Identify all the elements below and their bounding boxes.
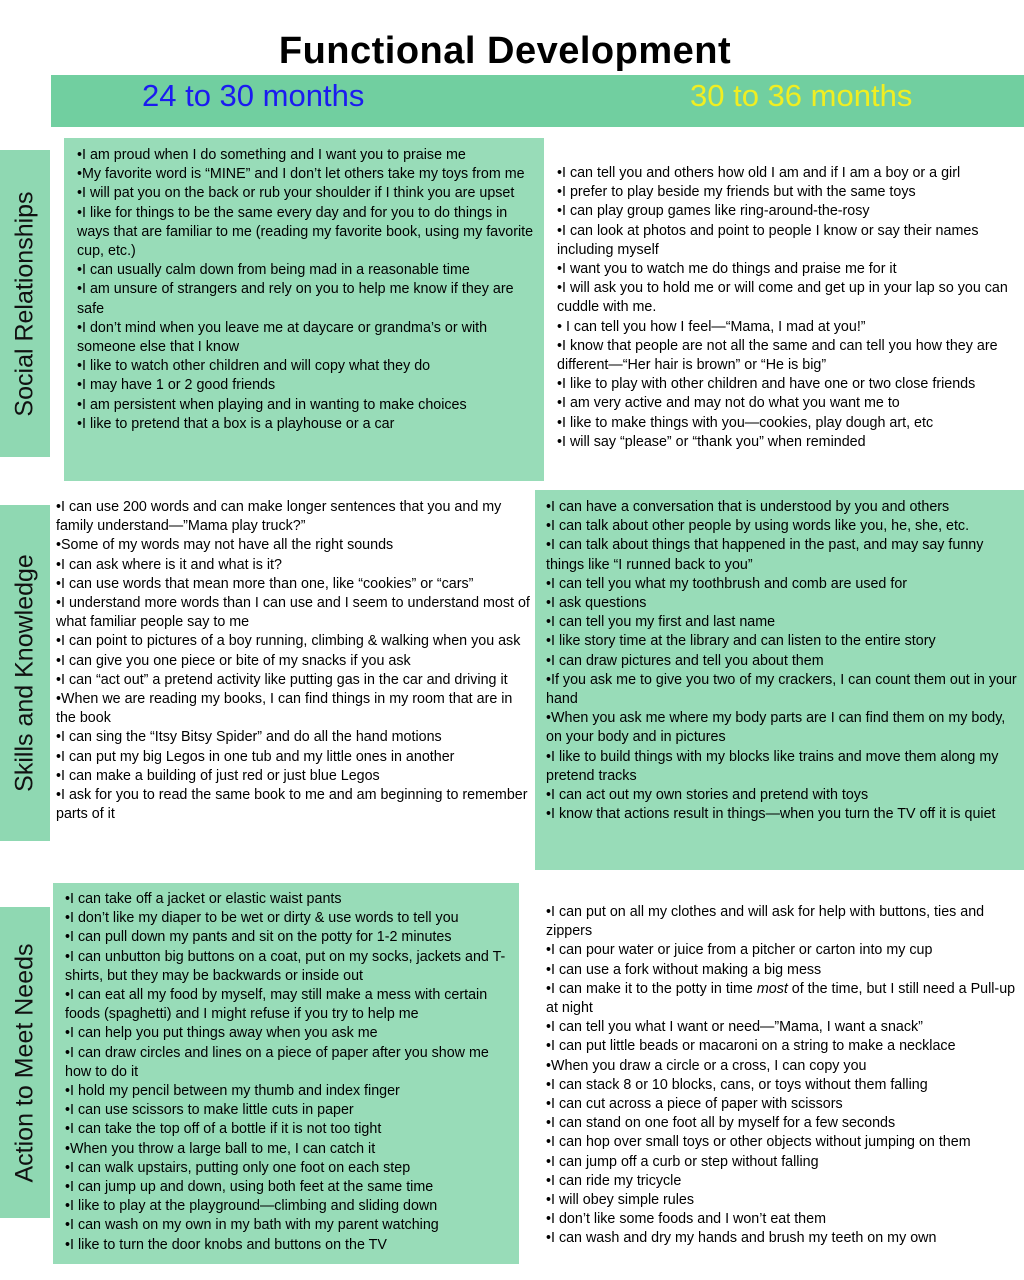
list-item: • I can sing the “Itsy Bitsy Spider” and do all the hand motions <box>56 728 535 747</box>
social-30-36-box <box>552 156 1024 476</box>
list-item: • Some of my words may not have all the right sounds <box>56 536 535 555</box>
list-item: • I can stand on one foot all by myself for a few seconds <box>546 1114 1024 1133</box>
list-item: • I like to play at the playground—climbing and sliding down <box>65 1197 515 1216</box>
list-item: • I may have 1 or 2 good friends <box>77 376 536 395</box>
list-item: • If you ask me to give you two of my crackers, I can count them out in your hand <box>546 671 1018 709</box>
list-item: • I like to make things with you—cookies, play dough art, etc <box>557 414 1022 433</box>
list-item: • I can act out my own stories and pretend with toys <box>546 786 1018 805</box>
list-item: • I prefer to play beside my friends but with the same toys <box>557 183 1022 202</box>
list-item: • I can pour water or juice from a pitcher or carton into my cup <box>546 941 1024 960</box>
side-tab-social-relationships <box>0 150 50 457</box>
list-item: • I can pull down my pants and sit on the potty for 1-2 minutes <box>65 928 515 947</box>
social-30-36-list <box>557 164 1022 452</box>
list-item: • I can wash and dry my hands and brush my teeth on my own <box>546 1229 1024 1248</box>
side-tab-label: Action to Meet Needs <box>10 942 39 1183</box>
list-item: • I like to turn the door knobs and buttons on the TV <box>65 1236 515 1255</box>
list-item: • I know that actions result in things—when you turn the TV off it is quiet <box>546 805 1018 824</box>
age-range-right: 30 to 36 months <box>690 78 913 113</box>
list-item: • I can ask where is it and what is it? <box>56 556 535 575</box>
list-item: • I can tell you and others how old I am and if I am a boy or a girl <box>557 164 1022 183</box>
list-item: • My favorite word is “MINE” and I don’t let others take my toys from me <box>77 165 536 184</box>
list-item: • I can use 200 words and can make longer sentences that you and my family understand—”Mama play truck?” <box>56 498 535 536</box>
list-item: • I can jump off a curb or step without falling <box>546 1153 1024 1172</box>
list-item: • I am very active and may not do what you want me to <box>557 394 1022 413</box>
list-item: • I can wash on my own in my bath with my parent watching <box>65 1216 515 1235</box>
list-item: • I ask questions <box>546 594 1018 613</box>
list-item: • When you ask me where my body parts are I can find them on my body, on your body and in pictures <box>546 709 1018 747</box>
list-item: • I can make a building of just red or just blue Legos <box>56 767 535 786</box>
list-item: • I can talk about other people by using words like you, he, she, etc. <box>546 517 1018 536</box>
list-item: • I can tell you what my toothbrush and comb are used for <box>546 575 1018 594</box>
list-item: • I am unsure of strangers and rely on you to help me know if they are safe <box>77 280 536 318</box>
list-item: • I like to watch other children and will copy what they do <box>77 357 536 376</box>
list-item: • I like to play with other children and have one or two close friends <box>557 375 1022 394</box>
list-item: • I can ride my tricycle <box>546 1172 1024 1191</box>
list-item: • When we are reading my books, I can find things in my room that are in the book <box>56 690 535 728</box>
list-item: • I can tell you my first and last name <box>546 613 1018 632</box>
list-item: • I can stack 8 or 10 blocks, cans, or toys without them falling <box>546 1076 1024 1095</box>
list-item: • I can put on all my clothes and will ask for help with buttons, ties and zippers <box>546 903 1024 941</box>
list-item: • I am proud when I do something and I want you to praise me <box>77 146 536 165</box>
list-item: • I can point to pictures of a boy running, climbing & walking when you ask <box>56 632 535 651</box>
list-item: • I can put little beads or macaroni on a string to make a necklace <box>546 1037 1024 1056</box>
list-item: • I know that people are not all the same and can tell you how they are different—“Her hair is brown” or “He is big” <box>557 337 1022 375</box>
list-item: • I ask for you to read the same book to me and am beginning to remember parts of it <box>56 786 535 824</box>
list-item: • I will ask you to hold me or will come and get up in your lap so you can cuddle with me. <box>557 279 1022 317</box>
side-tab-skills-knowledge <box>0 505 50 841</box>
skills-24-30-list <box>56 498 535 824</box>
list-item: • I like for things to be the same every day and for you to do things in ways that are familiar to me (reading my favorite book, using my favorite cup, etc.) <box>77 204 536 262</box>
list-item: • I can jump up and down, using both feet at the same time <box>65 1178 515 1197</box>
list-item: • I can eat all my food by myself, may still make a mess with certain foods (spaghetti) and I might refuse if you try to help me <box>65 986 515 1024</box>
list-item: • I can use words that mean more than one, like “cookies” or “cars” <box>56 575 535 594</box>
list-item: • I can hop over small toys or other objects without jumping on them <box>546 1133 1024 1152</box>
list-item: • I can unbutton big buttons on a coat, put on my socks, jackets and T-shirts, but they may be backwards or inside out <box>65 948 515 986</box>
potty-text-emphasis: most <box>756 980 788 997</box>
list-item: • I don’t like my diaper to be wet or dirty & use words to tell you <box>65 909 515 928</box>
list-item: • I like to pretend that a box is a playhouse or a car <box>77 415 536 434</box>
list-item: • I can put my big Legos in one tub and my little ones in another <box>56 748 535 767</box>
potty-text-after: of the time, but I still need a Pull-up at night <box>546 980 1016 1017</box>
potty-text-before: I can make it to the potty in time <box>551 980 757 997</box>
list-item: • I can help you put things away when you ask me <box>65 1024 515 1043</box>
action-30-36-list-continued <box>546 1018 1024 1248</box>
skills-30-36-list <box>546 498 1018 824</box>
list-item: • When you throw a large ball to me, I can catch it <box>65 1140 515 1159</box>
list-item: • I can “act out” a pretend activity like putting gas in the car and driving it <box>56 671 535 690</box>
list-item: • I will pat you on the back or rub your shoulder if I think you are upset <box>77 184 536 203</box>
list-item: • I can draw circles and lines on a piece of paper after you show me how to do it <box>65 1044 515 1082</box>
list-item: • I can draw pictures and tell you about them <box>546 652 1018 671</box>
list-item: • I can take the top off of a bottle if it is not too tight <box>65 1120 515 1139</box>
list-item: • I will obey simple rules <box>546 1191 1024 1210</box>
list-item: • I can talk about things that happened in the past, and may say funny things like “I runned back to you” <box>546 536 1018 574</box>
list-item: • I understand more words than I can use and I seem to understand most of what familiar people say to me <box>56 594 535 632</box>
list-item: • I can use a fork without making a big mess <box>546 961 1024 980</box>
list-item: • I will say “please” or “thank you” when reminded <box>557 433 1022 452</box>
list-item: • I can give you one piece or bite of my snacks if you ask <box>56 652 535 671</box>
action-30-36-list <box>546 903 1024 1018</box>
action-30-36-box <box>541 895 1024 1280</box>
action-24-30-box <box>53 883 519 1264</box>
social-24-30-list <box>77 146 536 434</box>
skills-30-36-box <box>535 490 1024 870</box>
list-item: • I can tell you what I want or need—”Mama, I want a snack” <box>546 1018 1024 1037</box>
list-item: • I can walk upstairs, putting only one foot on each step <box>65 1159 515 1178</box>
side-tab-label: Social Relationships <box>10 190 39 417</box>
list-item: • I can have a conversation that is understood by you and others <box>546 498 1018 517</box>
list-item: • When you draw a circle or a cross, I can copy you <box>546 1057 1024 1076</box>
list-item: • I can usually calm down from being mad in a reasonable time <box>77 261 536 280</box>
side-tab-label: Skills and Knowledge <box>10 554 39 792</box>
list-item: • I want you to watch me do things and praise me for it <box>557 260 1022 279</box>
list-item: • I am persistent when playing and in wanting to make choices <box>77 396 536 415</box>
action-24-30-list <box>65 890 515 1255</box>
list-item: • I like to build things with my blocks like trains and move them along my pretend tracks <box>546 748 1018 786</box>
age-range-left: 24 to 30 months <box>142 78 365 113</box>
side-tab-action-meet-needs <box>0 907 50 1218</box>
list-item: • I can cut across a piece of paper with scissors <box>546 1095 1024 1114</box>
list-item: • I can play group games like ring-around-the-rosy <box>557 202 1022 221</box>
list-item: • I hold my pencil between my thumb and index finger <box>65 1082 515 1101</box>
social-24-30-box <box>64 138 544 481</box>
skills-24-30-box <box>51 490 535 870</box>
list-item: • I can take off a jacket or elastic waist pants <box>65 890 515 909</box>
list-item-potty <box>546 980 1024 1018</box>
list-item: • I can use scissors to make little cuts in paper <box>65 1101 515 1120</box>
list-item: • I like story time at the library and can listen to the entire story <box>546 632 1018 651</box>
page-title: Functional Development <box>278 30 732 72</box>
list-item: • I can look at photos and point to people I know or say their names including myself <box>557 222 1022 260</box>
list-item: • I don’t like some foods and I won’t eat them <box>546 1210 1024 1229</box>
list-item: • I can tell you how I feel—“Mama, I mad at you!” <box>557 318 1022 337</box>
list-item: • I don’t mind when you leave me at daycare or grandma’s or with someone else that I know <box>77 319 536 357</box>
